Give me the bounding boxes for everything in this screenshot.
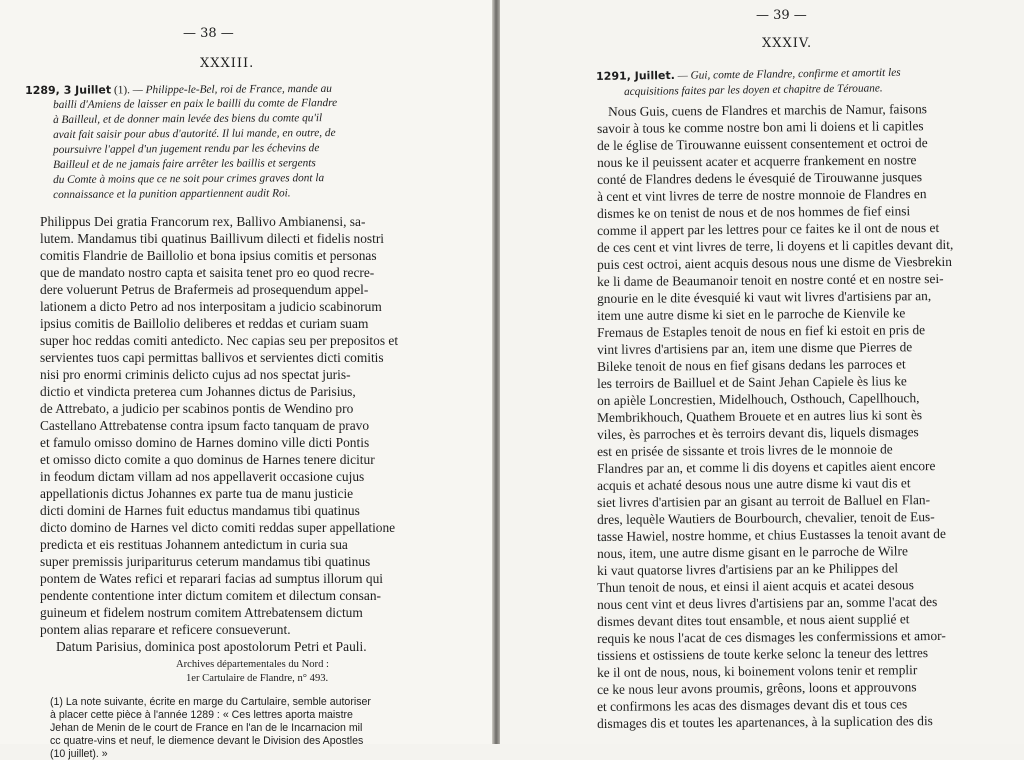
summary-line: 1289, 3 Juillet (1). — Philippe-le-Bel, roi de France, mande au: [25, 82, 332, 97]
body-line: dismes ke on tenist de nous et de nos hommes de fief einsi: [597, 203, 911, 221]
body-line: requis ke nous l'acat de ces dismages les confermissions et amor-: [597, 627, 946, 646]
body-line: servientes tuos capi permittas ballivos et servientes dicti comitis: [40, 350, 384, 365]
body-line: nous cent vint et deus livres d'artisiens par an, somme l'acat des: [597, 594, 938, 612]
body-line: appellationis dictus Johannes ex parte tua de manu justicie: [40, 486, 354, 501]
body-line: nous, item, une autre disme gisant en le parroche de Wilre: [597, 543, 908, 561]
body-line: dicto domino de Harnes vel dicto comiti reddas super appellatione: [40, 520, 396, 535]
summary-line: 1291, Juillet. — Gui, comte de Flandre, confirme et amortit les: [596, 66, 901, 83]
body-line: ke il ont de nous, nous, ki boinement volons tenir et remplir: [597, 662, 918, 680]
body-line: pontem de Wates refici et reparari facias ad sumptus illorum qui: [40, 571, 383, 586]
body-line: Datum Parisius, dominica post apostolorum Petri et Pauli.: [56, 639, 367, 654]
summary-line: connaissance et la punition appartiennent audit Roi.: [53, 187, 291, 201]
body-line: dictio et vindicta preterea cum Johannes dictus de Parisius,: [40, 384, 356, 399]
body-line: in feodum dictam villam ad nos appellaverit occasione cujus: [40, 469, 365, 484]
body-line: Membrikhouch, Quathem Brouete et en autres lius ki sont ès: [597, 407, 923, 425]
body-line: lationem a dicto Petro ad nos interpositam a judicio scabinorum: [40, 299, 382, 314]
body-line: dismes devant dites tout ensamble, et nous aient supplié et: [597, 611, 910, 629]
body-line: les terroirs de Bailluel et de Saint Jehan Capiele ès lius ke: [597, 373, 907, 391]
body-line: predicta et eis restituas Johannem antedictum in curia sua: [40, 537, 348, 552]
body-line: comitis Flandrie de Baillolio et bona ipsius comitis et personas: [40, 248, 377, 263]
document-heading: XXXIV.: [762, 36, 813, 51]
body-line: dere voluerunt Petrus de Brafermeis ad prosequendum appel-: [40, 282, 369, 297]
body-line: nous ke il peuissent acater et acquerre frankement en nostre: [597, 152, 917, 170]
body-line: siet livres d'artisien par an gisant au terroit de Balluel en Flan-: [597, 492, 931, 510]
body-line: Castellano Attrebatense contra ipsum facto tanquam de pravo: [40, 418, 370, 433]
body-line: de ces cent et vint livres de terre, li doyens et li capitles devant dit,: [597, 236, 954, 255]
body-line: vint livres d'artisiens par an, item une disme que Pierres de: [597, 339, 913, 357]
summary-line: Bailleul et de ne jamais faire arrêter les baillis et sergents: [53, 157, 316, 171]
body-line: acquis et achaté desous nous une autre disme ki vaut dis et: [597, 475, 911, 493]
footnote-line: Jehan de Menin de le court de France en l'an de le Incarnacion mil: [50, 722, 363, 734]
body-line: gnourie en le dite évesquié ki vaut wit livres d'artisiens par an,: [597, 288, 932, 306]
body-line: de le église de Tirouwanne euissent consentement et octroi de: [597, 135, 928, 153]
body-line: Thun tenoit de nous, et einsi il aient acquis et acatei desous: [597, 577, 914, 595]
body-line: comme il appert par les lettres pour ce faites ke il ont de nous et: [597, 220, 940, 238]
body-line: que de mandato nostro capta et saisita tenet pro eo quod recre-: [40, 265, 375, 280]
page-number: — 39 —: [756, 8, 807, 23]
body-line: conté de Flandres dedens le évesquié de Tirouwanne jusques: [597, 169, 923, 187]
footnote-line: (10 juillet). »: [50, 748, 108, 760]
body-line: pendente contentione inter dictum comitem et dilectum consan-: [40, 588, 381, 603]
body-line: viles, ès parroches et ès terroirs devant dis, liquels dismages: [597, 424, 919, 442]
document-date: 1291, Juillet.: [596, 68, 675, 83]
footnote-reference: (1).: [113, 84, 130, 97]
body-line: tasse Hawiel, nostre homme, et chius Eustasses la tenoit avant de: [597, 525, 946, 544]
body-line: ki vaut quatorse livres d'artisiens par an ke Philippes del: [597, 560, 899, 578]
summary-line: acquisitions faites par les doyen et chapitre de Térouane.: [624, 82, 883, 98]
body-line: et omisso dicto comite a quo dominus de Harnes tenere dicitur: [40, 452, 375, 467]
footnote-line: à placer cette pièce à l'année 1289 : « Ces lettres aporta maistre: [50, 709, 353, 721]
body-line: dres, lequèle Wautiers de Bourbourch, chevalier, tenoit de Eus-: [597, 509, 935, 527]
body-line: savoir à tous ke comme nostre bon ami li doiens et li capitles: [597, 118, 924, 136]
body-line: de Attrebato, a judicio per scabinos pontis de Wendino pro: [40, 401, 354, 416]
body-line: Flandres par an, et comme li dis doyens et capitles aient encore: [597, 458, 936, 476]
body-line: à cent et vint livres de terre de nostre monnoie de Flandres en: [597, 186, 927, 204]
body-line: est en prisée de sissante et trois livres de le monnoie de: [597, 441, 893, 459]
body-line: ipsius comitis de Baillolio deliberes et reddas et curiam suam: [40, 316, 369, 331]
body-line: super hoc reddas comiti antedicto. Nec capias seu per prepositos et: [40, 333, 399, 348]
body-line: guineum et fidelem nostrum comitem Attrebatensem dictum: [40, 605, 363, 620]
source-line: Archives départementales du Nord :: [176, 659, 329, 670]
body-line: on apièle Loncrestien, Midelhouch, Osthouch, Capellhouch,: [597, 390, 920, 408]
body-line: tissiens et ostissiens de toute kerke selonc la teneur des lettres: [597, 645, 929, 663]
summary-line: poursuivre l'appel d'un jugement rendu par les échevins de: [53, 142, 320, 156]
summary-line: avait fait saisir pour abus d'autorité. Il lui mande, en outre, de: [53, 127, 336, 141]
body-line: dicti domini de Harnes fuit eductus mandamus tibi quatinus: [40, 503, 360, 518]
left-page: [0, 0, 494, 760]
body-line: pontem alias reparare et reficere consueverunt.: [40, 622, 291, 637]
body-line: et confirmons les acas des dismages devant dis et tous ces: [597, 696, 908, 714]
body-line: et famulo omisso domino de Harnes domino ville dicti Pontis: [40, 435, 370, 450]
footnote-line: cc quatre-vins et neuf, le diemence devant le Division des Apostles: [50, 735, 364, 747]
summary-line: du Comte à moins que ce ne soit pour crimes graves dont la: [53, 172, 325, 186]
body-line: Nous Guis, cuens de Flandres et marchis de Namur, faisons: [608, 101, 928, 119]
footnote-line: (1) La note suivante, écrite en marge du Cartulaire, semble autoriser: [50, 696, 371, 708]
body-line: super premissis juripariturus ceterum mandamus tibi quatinus: [40, 554, 371, 569]
body-line: item une autre disme ki siet en le parroche de Kienvile ke: [597, 305, 906, 323]
summary-line: bailli d'Amiens de laisser en paix le bailli du comte de Flandre: [53, 97, 338, 111]
page-number: — 38 —: [183, 26, 234, 41]
body-line: lutem. Mandamus tibi quatinus Baillivum dilecti et fidelis nostri: [40, 231, 385, 246]
document-heading: XXXIII.: [200, 56, 255, 71]
document-date: 1289, 3 Juillet: [25, 83, 112, 97]
body-line: Philippus Dei gratia Francorum rex, Ballivo Ambianensi, sa-: [40, 214, 366, 229]
body-line: puis cest octroi, aient acquis desous nous une disme de Viesbrekin: [597, 253, 952, 272]
source-line: 1er Cartulaire de Flandre, n° 493.: [186, 673, 329, 684]
body-line: ce ke nous leur avons proumis, grêons, loons et approuvons: [597, 679, 917, 697]
body-line: Bileke tenoit de nous en fief gisans dedans les parroces et: [597, 356, 906, 374]
body-line: nisi pro enormi criminis delicto cujus ad nos spectat juris-: [40, 367, 351, 382]
right-page: [500, 0, 1024, 744]
body-line: Fremaus de Estaples tenoit de nous en fief ki estoit en pris de: [597, 322, 926, 340]
summary-line: à Bailleul, et de donner main levée des biens du comte qu'il: [53, 112, 323, 126]
body-line: ke li dame de Beaumanoir tenoit en nostre conté et en nostre sei-: [597, 270, 944, 289]
body-line: dismages dis et toutes les apartenances, à la suplication des dis: [597, 713, 933, 731]
